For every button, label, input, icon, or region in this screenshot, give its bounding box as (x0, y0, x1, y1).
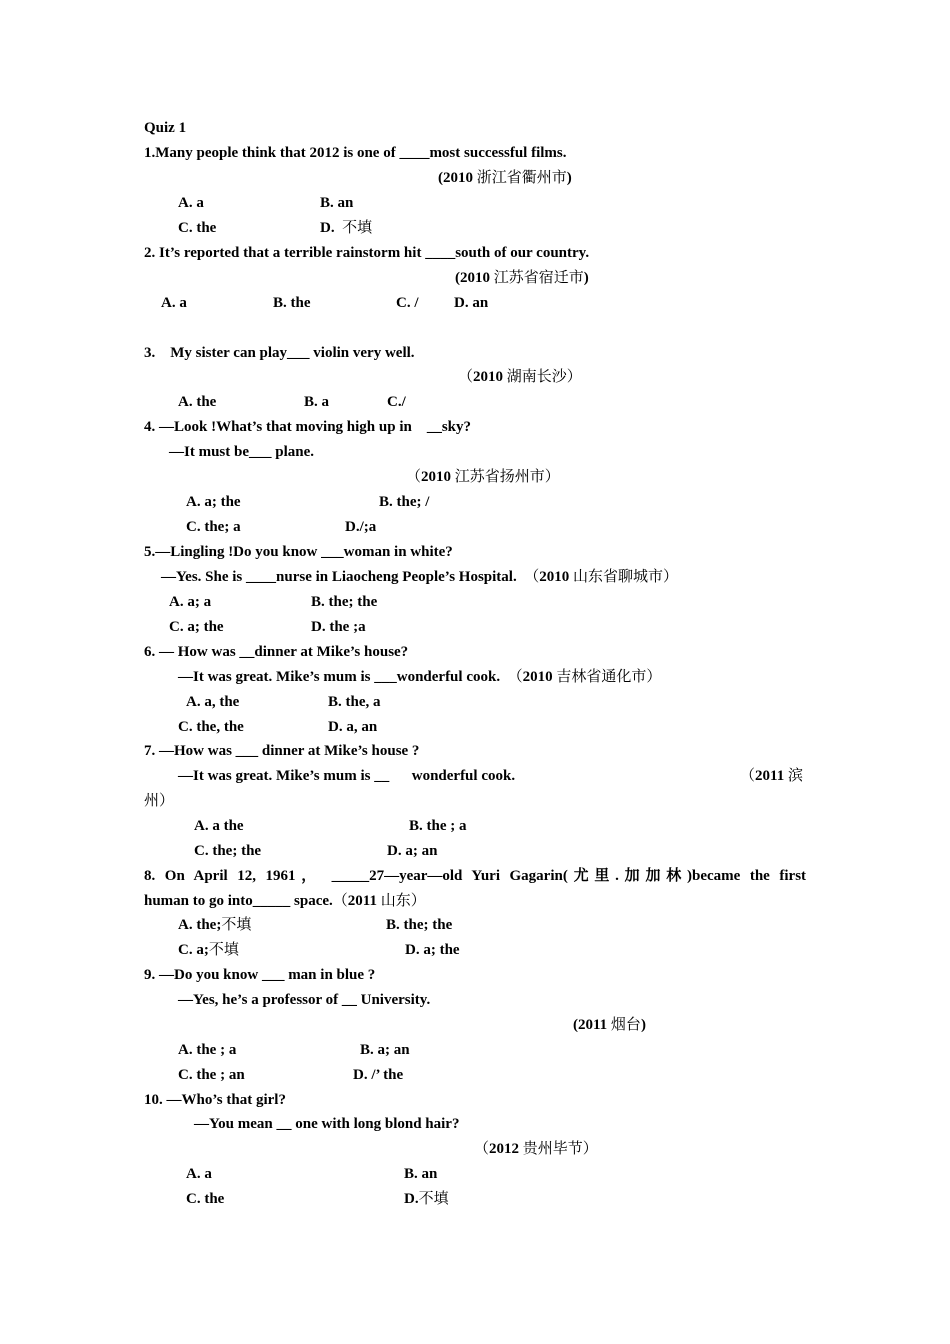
question-1-option-d: D. 不填 (320, 220, 373, 236)
question-7-option-d: D. a; an (387, 843, 438, 859)
question-1-option-c: C. the (178, 220, 217, 236)
question-4-option-d: D./;a (345, 519, 377, 535)
question-7-option-a: A. a the (194, 818, 244, 834)
question-8-stem: 8. On April 12, 1961， _____27—year—old Yuri Gagarin(尤里.加加林)became the first (144, 868, 807, 884)
question-9-option-c: C. the ; an (178, 1067, 245, 1083)
question-4-stem: 4. —Look !What’s that moving high up in __sky? (144, 419, 472, 435)
question-7-stem: 7. —How was ___ dinner at Mike’s house ? (144, 743, 420, 759)
question-2-option-b: B. the (273, 295, 311, 311)
question-2-option-a: A. a (161, 295, 187, 311)
question-9-option-b: B. a; an (360, 1042, 410, 1058)
question-9-option-d: D. /’ the (353, 1067, 404, 1083)
question-3-stem: 3. My sister can play___ violin very well. (144, 345, 415, 361)
question-4-option-c: C. the; a (186, 519, 241, 535)
question-10-stem: 10. —Who’s that girl? (144, 1092, 286, 1108)
question-4-option-a: A. a; the (186, 494, 241, 510)
question-1-stem: 1.Many people think that 2012 is one of ____most successful films. (144, 145, 567, 161)
question-6-option-d: D. a, an (328, 719, 378, 735)
question-10-line-2: —You mean __ one with long blond hair? (194, 1116, 460, 1132)
question-10-source: （2012 贵州毕节） (474, 1141, 598, 1157)
question-2-source: (2010 江苏省宿迁市) (455, 270, 589, 286)
question-7-option-b: B. the ; a (409, 818, 467, 834)
question-9-stem: 9. —Do you know ___ man in blue ? (144, 967, 376, 983)
question-5-option-c: C. a; the (169, 619, 224, 635)
question-9-line-2: —Yes, he’s a professor of __ University. (178, 992, 431, 1008)
question-5-option-d: D. the ;a (311, 619, 366, 635)
question-10-option-d: D.不填 (404, 1191, 449, 1207)
question-2-option-c: C. / (396, 295, 419, 311)
question-10-option-c: C. the (186, 1191, 225, 1207)
question-5-option-a: A. a; a (169, 594, 212, 610)
question-3-option-b: B. a (304, 394, 330, 410)
question-1-source: (2010 浙江省衢州市) (438, 170, 572, 186)
question-8-line-2: human to go into_____ space.（2011 山东） (144, 893, 426, 909)
question-4-option-b: B. the; / (379, 494, 430, 510)
question-8-option-d: D. a; the (405, 942, 460, 958)
question-2-stem: 2. It’s reported that a terrible rainstorm hit ____south of our country. (144, 245, 590, 261)
question-5-stem: 5.—Lingling !Do you know ___woman in white? (144, 544, 453, 560)
question-6-option-a: A. a, the (186, 694, 240, 710)
question-6-option-b: B. the, a (328, 694, 381, 710)
question-5-line-2: —Yes. She is ____nurse in Liaocheng People’s Hospital. （2010 山东省聊城市） (161, 569, 679, 585)
question-7-line-2: —It was great. Mike’s mum is __ wonderful cook. (178, 768, 516, 784)
quiz-title: Quiz 1 (144, 120, 187, 136)
question-8-option-a: A. the;不填 (178, 917, 252, 933)
question-3-option-a: A. the (178, 394, 217, 410)
question-6-option-c: C. the, the (178, 719, 244, 735)
question-9-option-a: A. the ; a (178, 1042, 237, 1058)
question-1-option-a: A. a (178, 195, 204, 211)
question-7-option-c: C. the; the (194, 843, 262, 859)
question-1-option-b: B. an (320, 195, 354, 211)
question-4-line-2: —It must be___ plane. (169, 444, 315, 460)
question-9-source: (2011 烟台) (573, 1017, 646, 1033)
question-3-source: （2010 湖南长沙） (458, 369, 582, 385)
question-5-option-b: B. the; the (311, 594, 378, 610)
question-3-option-c: C./ (387, 394, 406, 410)
question-4-source: （2010 江苏省扬州市） (406, 469, 560, 485)
question-8-option-c: C. a;不填 (178, 942, 239, 958)
question-10-option-b: B. an (404, 1166, 438, 1182)
question-10-option-a: A. a (186, 1166, 212, 1182)
question-6-line-2: —It was great. Mike’s mum is ___wonderful cook. （2010 吉林省通化市） (178, 669, 662, 685)
question-7-source: （2011 滨 (740, 768, 803, 784)
question-6-stem: 6. — How was __dinner at Mike’s house? (144, 644, 409, 660)
question-7-source-continued: 州） (144, 793, 175, 809)
question-8-option-b: B. the; the (386, 917, 453, 933)
question-2-option-d: D. an (454, 295, 489, 311)
